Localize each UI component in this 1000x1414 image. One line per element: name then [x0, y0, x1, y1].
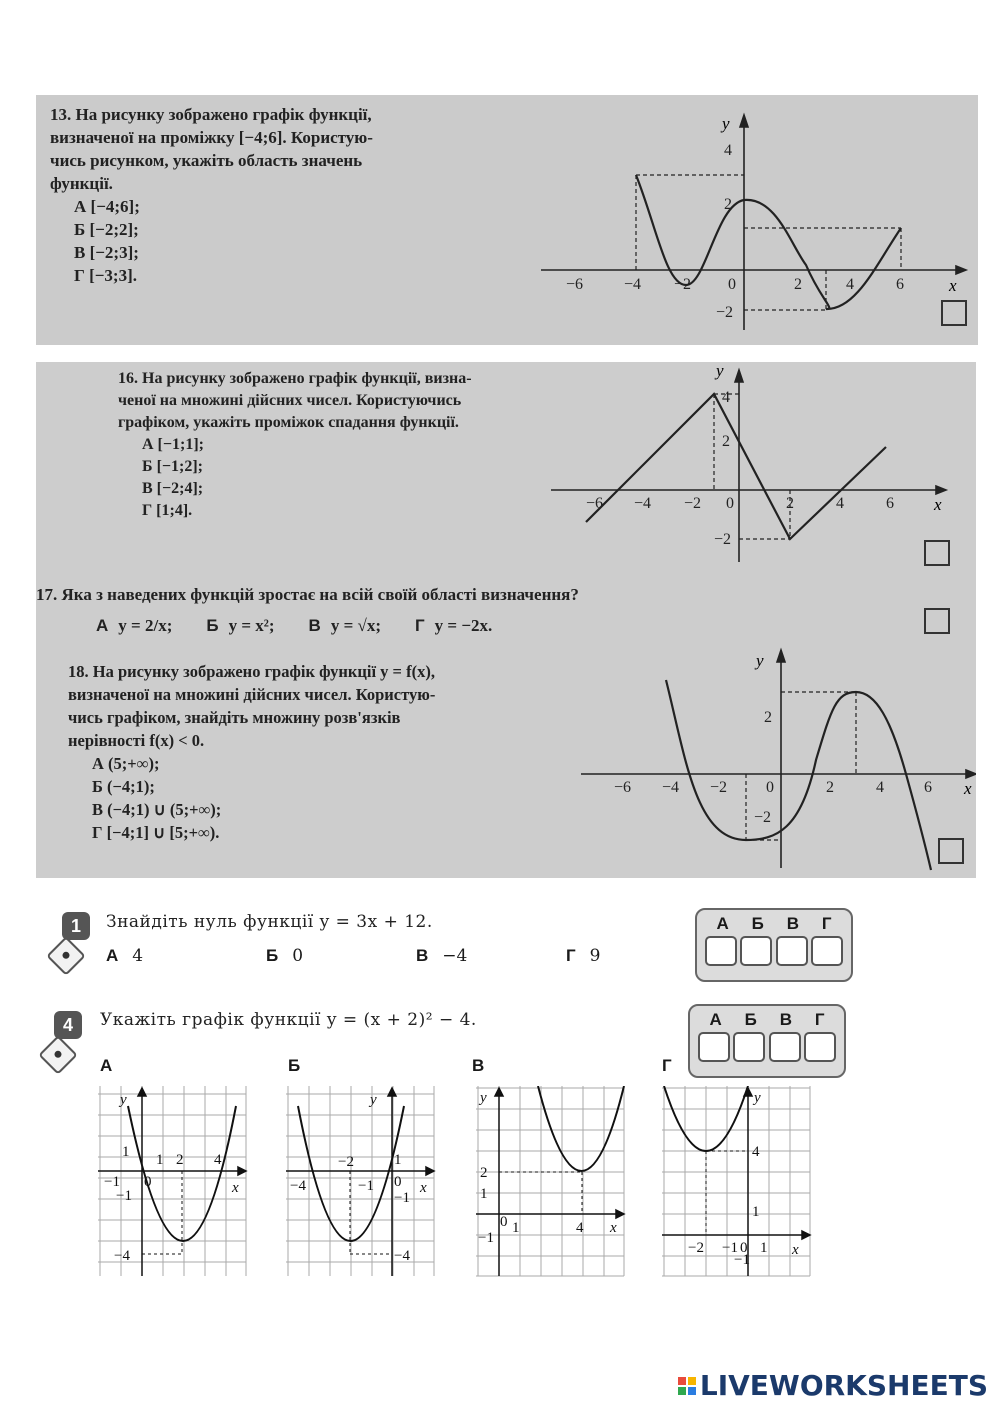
answer-label: Б — [744, 1010, 757, 1029]
answer-label: Г — [814, 1010, 825, 1029]
x-axis-label: x — [964, 779, 972, 798]
q17-answer-box[interactable] — [924, 608, 950, 634]
x-tick: 2 — [794, 276, 802, 293]
tick: −1 — [104, 1174, 120, 1190]
q18-curve — [666, 680, 931, 870]
tick: −4 — [114, 1248, 130, 1264]
q16-line: 16. На рисунку зображено графік функції, визна- — [118, 370, 472, 387]
q16-line: графіком, укажіть проміжок спадання функції. — [118, 414, 459, 431]
q13-line: чись рисунком, укажіть область значень — [50, 151, 363, 170]
q18-line: визначеної на множині дійсних чисел. Користую- — [68, 685, 436, 704]
answer-cell-a[interactable] — [698, 1032, 730, 1062]
liveworksheets-logo — [678, 1369, 988, 1402]
option-value: −4 — [442, 946, 468, 966]
task4-answer-grid — [688, 1004, 846, 1078]
axis-label: x — [420, 1180, 427, 1196]
q18-line: 18. На рисунку зображено графік функції y = f(x), — [68, 662, 435, 681]
y-tick: 2 — [764, 709, 772, 726]
x-tick: 4 — [846, 276, 854, 293]
x-axis-arrow — [238, 1167, 246, 1175]
q16-option-g[interactable]: Г [1;4]. — [142, 502, 193, 519]
q16-line: ченої на множині дійсних чисел. Користуючись — [118, 392, 462, 409]
q16-question — [118, 368, 472, 522]
answer-cell-g[interactable] — [804, 1032, 836, 1062]
x-tick: −6 — [614, 779, 632, 796]
axis-label: x — [610, 1220, 617, 1236]
tick: −1 — [116, 1188, 132, 1204]
tick: −4 — [290, 1178, 306, 1194]
option-formula: y = −2x. — [434, 616, 493, 635]
tick: −2 — [688, 1240, 704, 1256]
x-tick: 6 — [896, 276, 904, 293]
x-axis-label: x — [949, 276, 957, 295]
x-tick: 0 — [766, 779, 774, 796]
axis-label: y — [480, 1090, 487, 1106]
x-tick: −4 — [634, 495, 652, 512]
option-letter: В — [308, 616, 321, 635]
x-axis-arrow — [616, 1210, 624, 1218]
q17-option-a[interactable] — [96, 616, 172, 636]
x-tick: 4 — [876, 779, 884, 796]
tick: 0 — [394, 1174, 402, 1190]
task1-option-g[interactable] — [566, 946, 626, 966]
x-tick: −2 — [684, 495, 702, 512]
answer-cell-b[interactable] — [733, 1032, 765, 1062]
y-axis-label: y — [722, 114, 730, 133]
x-axis-arrow — [936, 486, 946, 494]
q18-line: чись графіком, знайдіть множину розв'язків — [68, 708, 401, 727]
answer-cell-a[interactable] — [705, 936, 737, 966]
q16-option-b[interactable]: Б [−1;2]; — [142, 458, 204, 475]
task1-option-a[interactable] — [106, 946, 266, 966]
tick: 1 — [760, 1240, 768, 1256]
q13-graph — [536, 105, 976, 335]
option-letter: А — [96, 616, 109, 635]
q13-option-a[interactable]: А [−4;6]; — [74, 197, 140, 216]
y-axis-arrow — [495, 1088, 503, 1096]
y-tick: 4 — [722, 389, 730, 406]
x-tick: 0 — [726, 495, 734, 512]
graph-label-v: В — [472, 1056, 485, 1075]
task1-option-b[interactable] — [266, 946, 416, 966]
axis-label: x — [232, 1180, 239, 1196]
q18-option-a[interactable]: А (5;+∞); — [92, 754, 160, 773]
q17-option-g[interactable] — [415, 616, 492, 636]
q18-graph — [576, 640, 976, 876]
answer-label: Б — [751, 914, 764, 933]
grid — [476, 1086, 624, 1276]
option-letter: Г — [415, 616, 425, 635]
tick: −1 — [734, 1252, 750, 1268]
y-tick: −2 — [714, 531, 732, 548]
answer-label: А — [709, 1010, 722, 1029]
q13-line: визначеної на проміжку [−4;6]. Користую- — [50, 128, 373, 147]
x-tick: −4 — [662, 779, 680, 796]
logo-text: LIVEWORKSHEETS — [699, 1369, 988, 1402]
y-axis-arrow — [138, 1088, 146, 1096]
tick: 1 — [394, 1152, 402, 1168]
parabola — [538, 1086, 624, 1171]
q18-option-b[interactable]: Б (−4;1); — [92, 777, 155, 796]
tick: 4 — [576, 1220, 584, 1236]
x-tick: 2 — [786, 495, 794, 512]
x-axis-arrow — [802, 1231, 810, 1239]
option-letter: Б — [206, 616, 219, 635]
answer-cell-v[interactable] — [776, 936, 808, 966]
x-tick: 4 — [836, 495, 844, 512]
tick: 1 — [752, 1204, 760, 1220]
q17-question: 17. Яка з наведених функцій зростає на всій своїй області визначення? — [36, 585, 579, 604]
graph-v — [476, 1086, 626, 1278]
graph-a — [98, 1086, 248, 1278]
graph-b — [286, 1086, 436, 1278]
task1-option-v[interactable] — [416, 946, 566, 966]
q18-option-g[interactable]: Г [−4;1] ∪ [5;+∞). — [92, 823, 220, 842]
x-tick: 6 — [924, 779, 932, 796]
answer-cell-g[interactable] — [811, 936, 843, 966]
x-axis-label: x — [934, 495, 942, 514]
axis-label: y — [754, 1090, 761, 1106]
task1-options — [106, 946, 626, 966]
x-axis-arrow — [426, 1167, 434, 1175]
q13-panel — [36, 95, 978, 345]
option-letter: А — [106, 946, 119, 965]
tick: 2 — [480, 1165, 488, 1181]
q13-option-b[interactable]: Б [−2;2]; — [74, 220, 139, 239]
task4-question: Укажіть графік функції y = (x + 2)² − 4. — [100, 1010, 477, 1030]
q16-graph — [546, 362, 956, 572]
tick: −1 — [478, 1230, 494, 1246]
y-axis-arrow — [777, 650, 785, 662]
x-tick: −2 — [710, 779, 728, 796]
q16-option-a[interactable]: А [−1;1]; — [142, 436, 204, 453]
logo-mark-icon — [678, 1377, 696, 1395]
q16-option-v[interactable]: В [−2;4]; — [142, 480, 204, 497]
option-letter: Г — [566, 946, 576, 965]
q13-answer-box[interactable] — [941, 300, 967, 326]
q13-option-v[interactable]: В [−2;3]; — [74, 243, 139, 262]
x-tick: −4 — [624, 276, 642, 293]
y-tick: −2 — [716, 304, 734, 321]
q13-line: функції. — [50, 174, 113, 193]
graph-label-a: А — [100, 1056, 113, 1075]
tick: −1 — [358, 1178, 374, 1194]
y-axis-label: y — [716, 362, 724, 380]
q13-line: 13. На рисунку зображено графік функції, — [50, 105, 372, 124]
answer-label: Г — [821, 914, 832, 933]
tick: 0 — [500, 1214, 508, 1230]
answer-label: А — [716, 914, 729, 933]
answer-cell-v[interactable] — [769, 1032, 801, 1062]
x-tick: 6 — [886, 495, 894, 512]
axis-label: y — [120, 1092, 127, 1108]
option-value: 4 — [132, 946, 144, 966]
task1-question: Знайдіть нуль функції y = 3x + 12. — [106, 912, 433, 932]
option-value: 0 — [292, 946, 304, 966]
task1-number-badge: 1 — [62, 912, 90, 940]
q18-answer-box[interactable] — [938, 838, 964, 864]
tick: 0 — [144, 1174, 152, 1190]
q17-option-b[interactable] — [206, 616, 274, 636]
q18-question — [68, 660, 435, 844]
q18-line: нерівності f(x) < 0. — [68, 731, 205, 750]
x-axis-arrow — [956, 266, 966, 274]
task1-answer-grid — [695, 908, 853, 982]
tick: 1 — [122, 1144, 130, 1160]
axis-label: y — [370, 1092, 377, 1108]
answer-label: В — [779, 1010, 792, 1029]
q16-answer-box[interactable] — [924, 540, 950, 566]
answer-label: В — [786, 914, 799, 933]
x-tick: 0 — [728, 276, 736, 293]
q18-option-v[interactable]: В (−4;1) ∪ (5;+∞); — [92, 800, 222, 819]
tick: 1 — [512, 1220, 520, 1236]
graph-g — [662, 1086, 812, 1278]
task1-diamond-icon — [46, 936, 86, 976]
tick: −2 — [338, 1154, 354, 1170]
q17-option-v[interactable] — [309, 616, 381, 636]
y-axis-arrow — [740, 115, 748, 127]
tick: −1 — [394, 1190, 410, 1206]
x-tick: −6 — [586, 495, 604, 512]
option-letter: В — [416, 946, 429, 965]
x-tick: −6 — [566, 276, 584, 293]
tick: 4 — [752, 1144, 760, 1160]
tick: −4 — [394, 1248, 410, 1264]
y-axis-label: y — [756, 651, 764, 670]
task4-diamond-icon — [38, 1035, 78, 1075]
answer-cell-b[interactable] — [740, 936, 772, 966]
q17-options — [96, 616, 492, 636]
q13-option-g[interactable]: Г [−3;3]. — [74, 266, 137, 285]
x-axis-arrow — [966, 770, 976, 778]
y-tick: 2 — [724, 196, 732, 213]
q16-curve — [586, 394, 886, 539]
option-formula: y = x²; — [228, 616, 275, 635]
task4-number-badge: 4 — [54, 1011, 82, 1039]
tick: 0 — [740, 1240, 748, 1256]
axis-label: x — [792, 1242, 799, 1258]
option-value: 9 — [589, 946, 601, 966]
x-tick: 2 — [826, 779, 834, 796]
y-axis-arrow — [735, 370, 743, 382]
option-formula: y = 2/x; — [118, 616, 173, 635]
y-tick: −2 — [754, 809, 772, 826]
option-letter: Б — [266, 946, 279, 965]
graph-label-b: Б — [288, 1056, 301, 1075]
tick: 2 — [176, 1152, 184, 1168]
tick: −1 — [722, 1240, 738, 1256]
y-axis-arrow — [388, 1088, 396, 1096]
tick: 1 — [156, 1152, 164, 1168]
graph-label-g: Г — [662, 1056, 672, 1075]
y-tick: 2 — [722, 433, 730, 450]
tick: 1 — [480, 1186, 488, 1202]
x-tick: −2 — [674, 276, 692, 293]
y-tick: 4 — [724, 142, 732, 159]
tick: 4 — [214, 1152, 222, 1168]
option-formula: y = √x; — [330, 616, 381, 635]
q13-question — [50, 103, 373, 287]
